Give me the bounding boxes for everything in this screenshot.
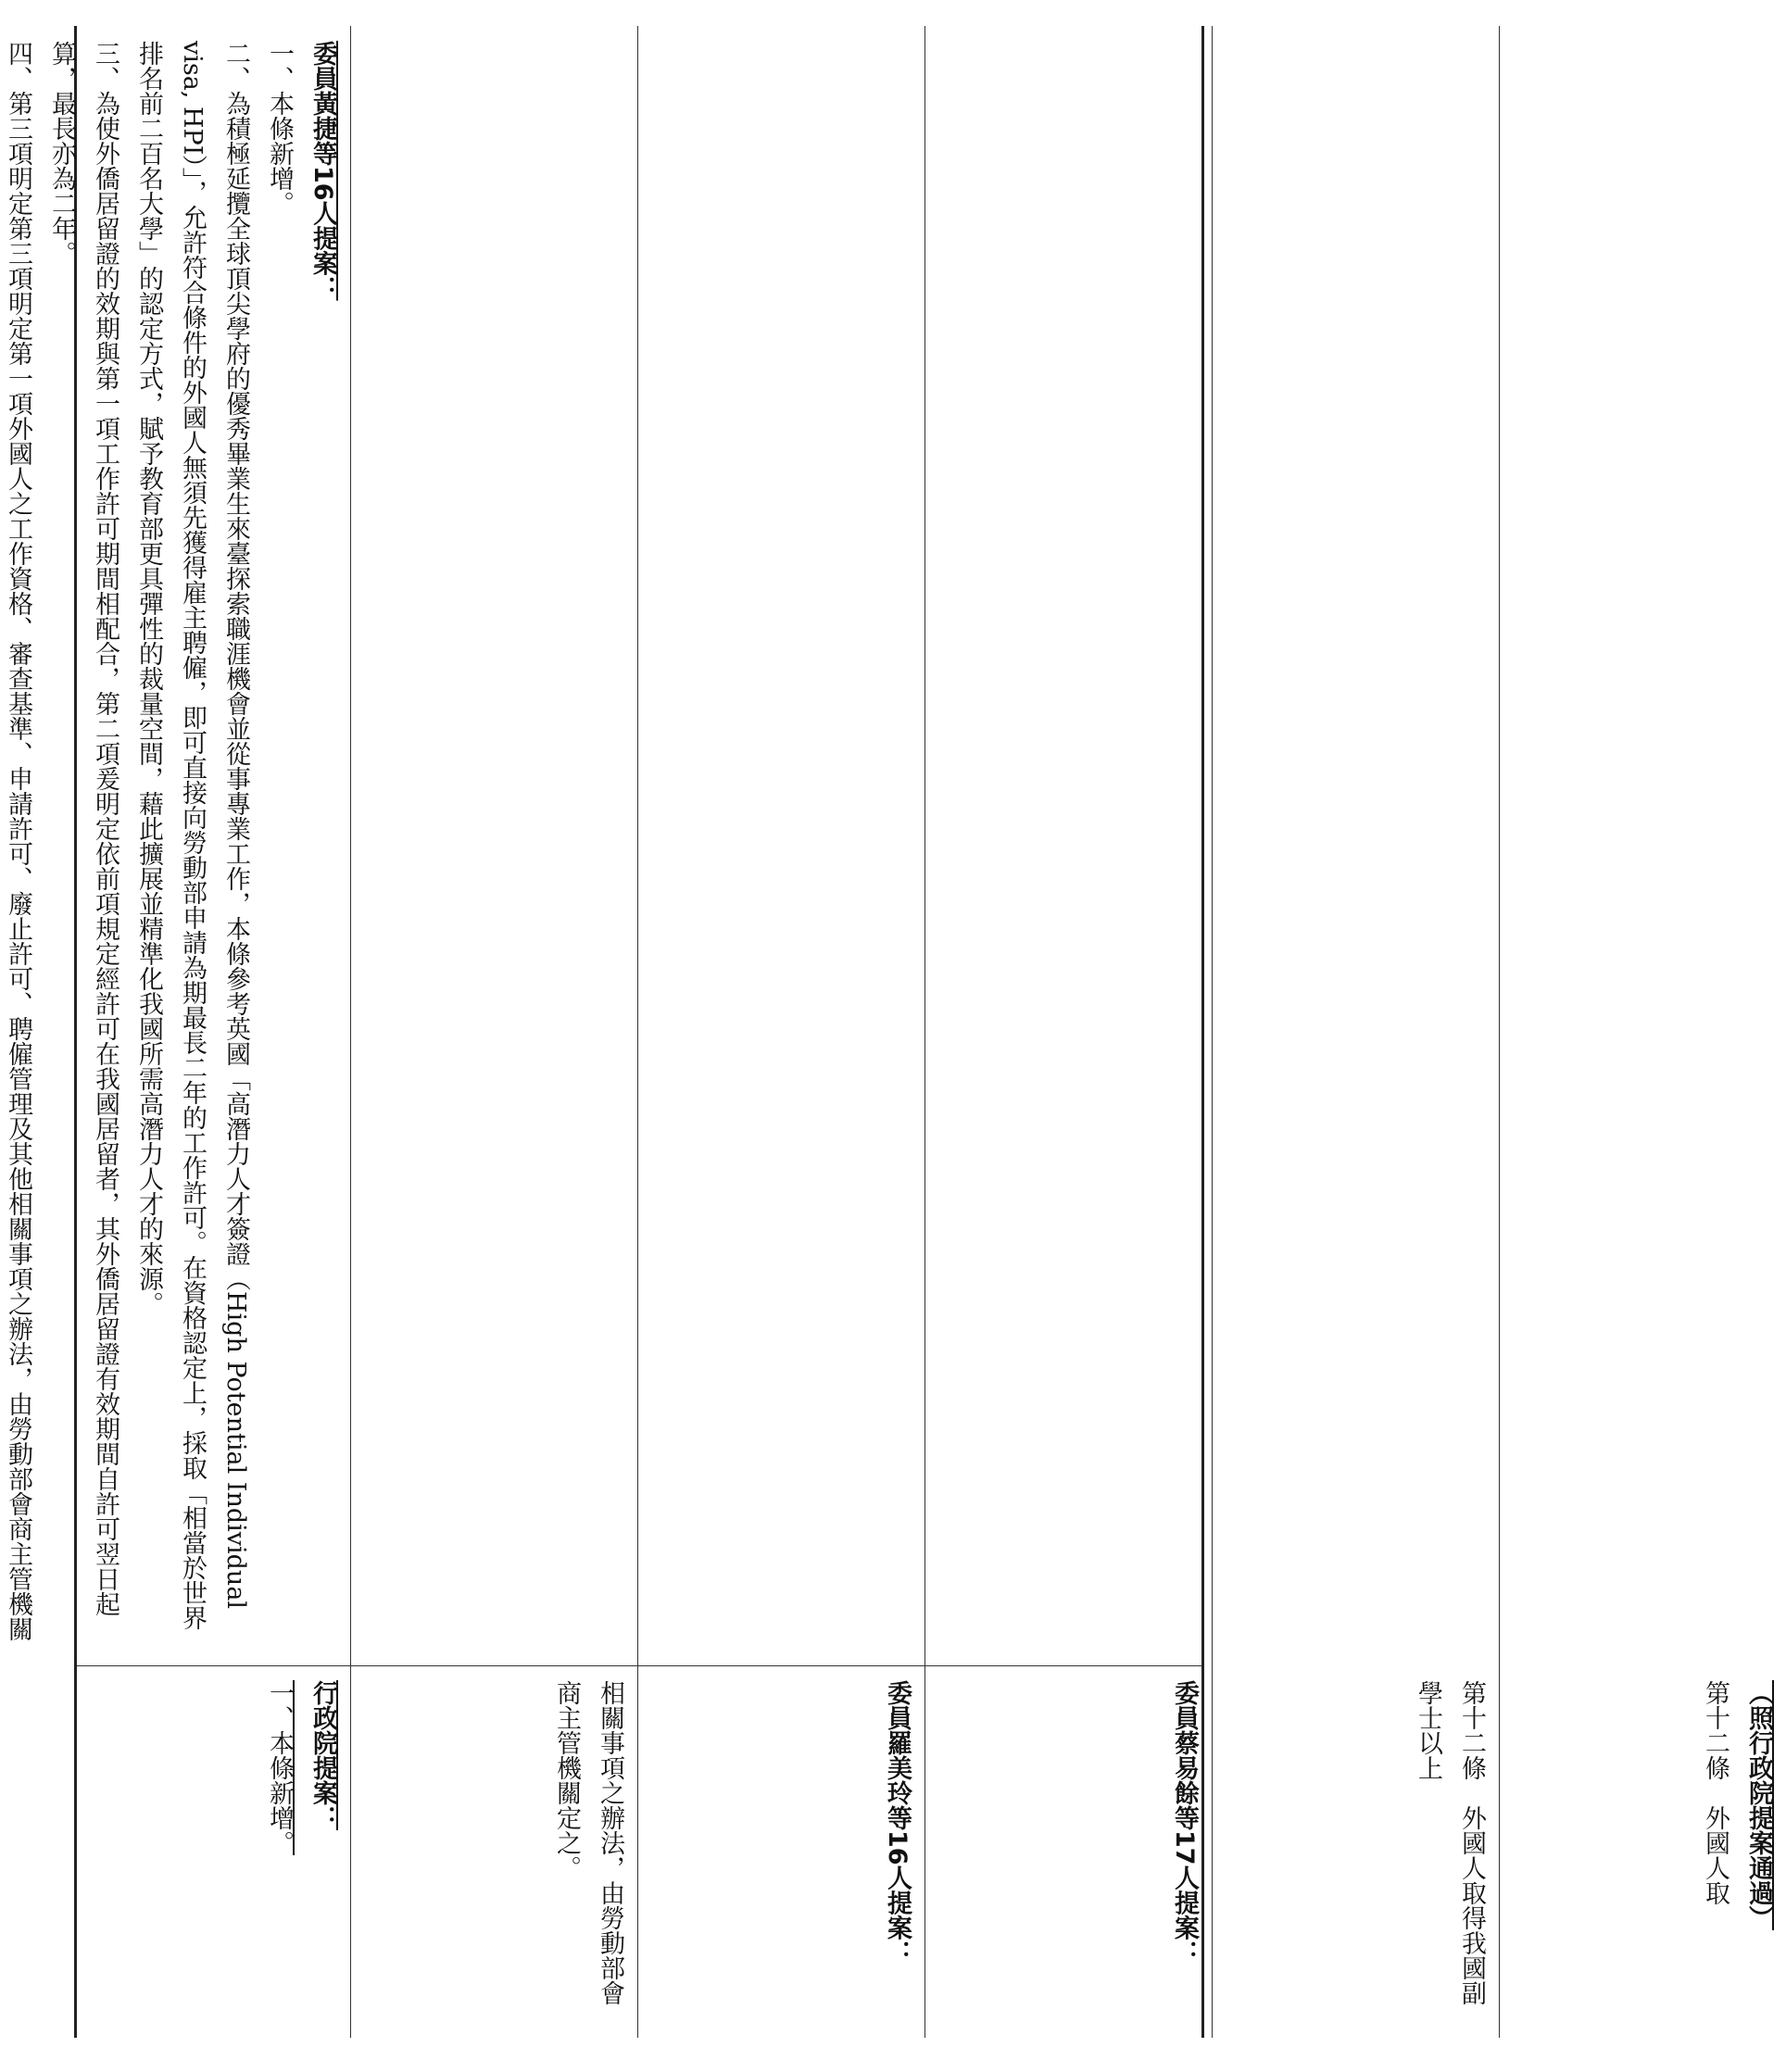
article-12-text: 第十二條 外國人取得我國副學士以上: [1414, 1680, 1486, 2005]
comparison-table: [4, 26, 1773, 2038]
luomeiling-continued-text: 相關事項之辦法，由勞動部會商主管機關定之。: [552, 1680, 624, 2005]
col2-proposal-text: [350, 26, 637, 1665]
luomeiling-heading: 委員羅美玲等16人提案：: [883, 1680, 912, 1965]
huangjie-item-2: 二、為積極延攬全球頂尖學府的優秀畢業生來臺探索職涯機會並從事專業工作，本條參考英國「高潛力人才簽證（High Potential Individual visa, HPI）」，允許符合條件的外國人無須先獲得雇主聘僱，即可直接向勞動部申請為期最長二年的工作許可。在資格認定上，採取「相當於世界排名前二百名大學」的認定方式，賦予教育部更具彈性的裁量空間，藉此擴展並精準化我國所需高潛力人才的來源。: [134, 41, 250, 1631]
huangjie-item-1: 一、本條新增。: [265, 41, 294, 216]
caiyiyu-block: [924, 1665, 1212, 2038]
huangjie-item-3: 三、為使外僑居留證的效期與第一項工作許可期間相配合，第二項爰明定依前項規定經許可在我國居留者，其外僑居留證有效期間自許可翌日起算，最長亦為二年。: [47, 41, 119, 1616]
decision-heading: （照行政院提案通過）: [1744, 1680, 1773, 1930]
committee-decision: [1499, 1665, 1786, 2038]
huangjie-proposal: [4, 26, 350, 1665]
huangjie-heading: 委員黃捷等16人提案：: [308, 41, 337, 301]
executive-yuan-proposal: [77, 1665, 350, 2038]
article-12-original: [1212, 1665, 1499, 2038]
col3-block: [637, 1665, 924, 2038]
huangjie-item-4: 四、第三項明定第三項明定第一項外國人之工作資格、審查基準、申請許可、廢止許可、聘僱管理及其他相關事項之辦法，由勞動部會商主管機關: [4, 41, 32, 1641]
exec-heading: 行政院提案：: [308, 1680, 337, 1830]
luomeiling-block: [350, 1665, 637, 2038]
exec-item: 一、本條新增。: [265, 1680, 294, 1855]
caiyiyu-heading: 委員蔡易餘等17人提案：: [1170, 1680, 1199, 1965]
decision-text: 第十二條 外國人取: [1701, 1680, 1729, 1905]
